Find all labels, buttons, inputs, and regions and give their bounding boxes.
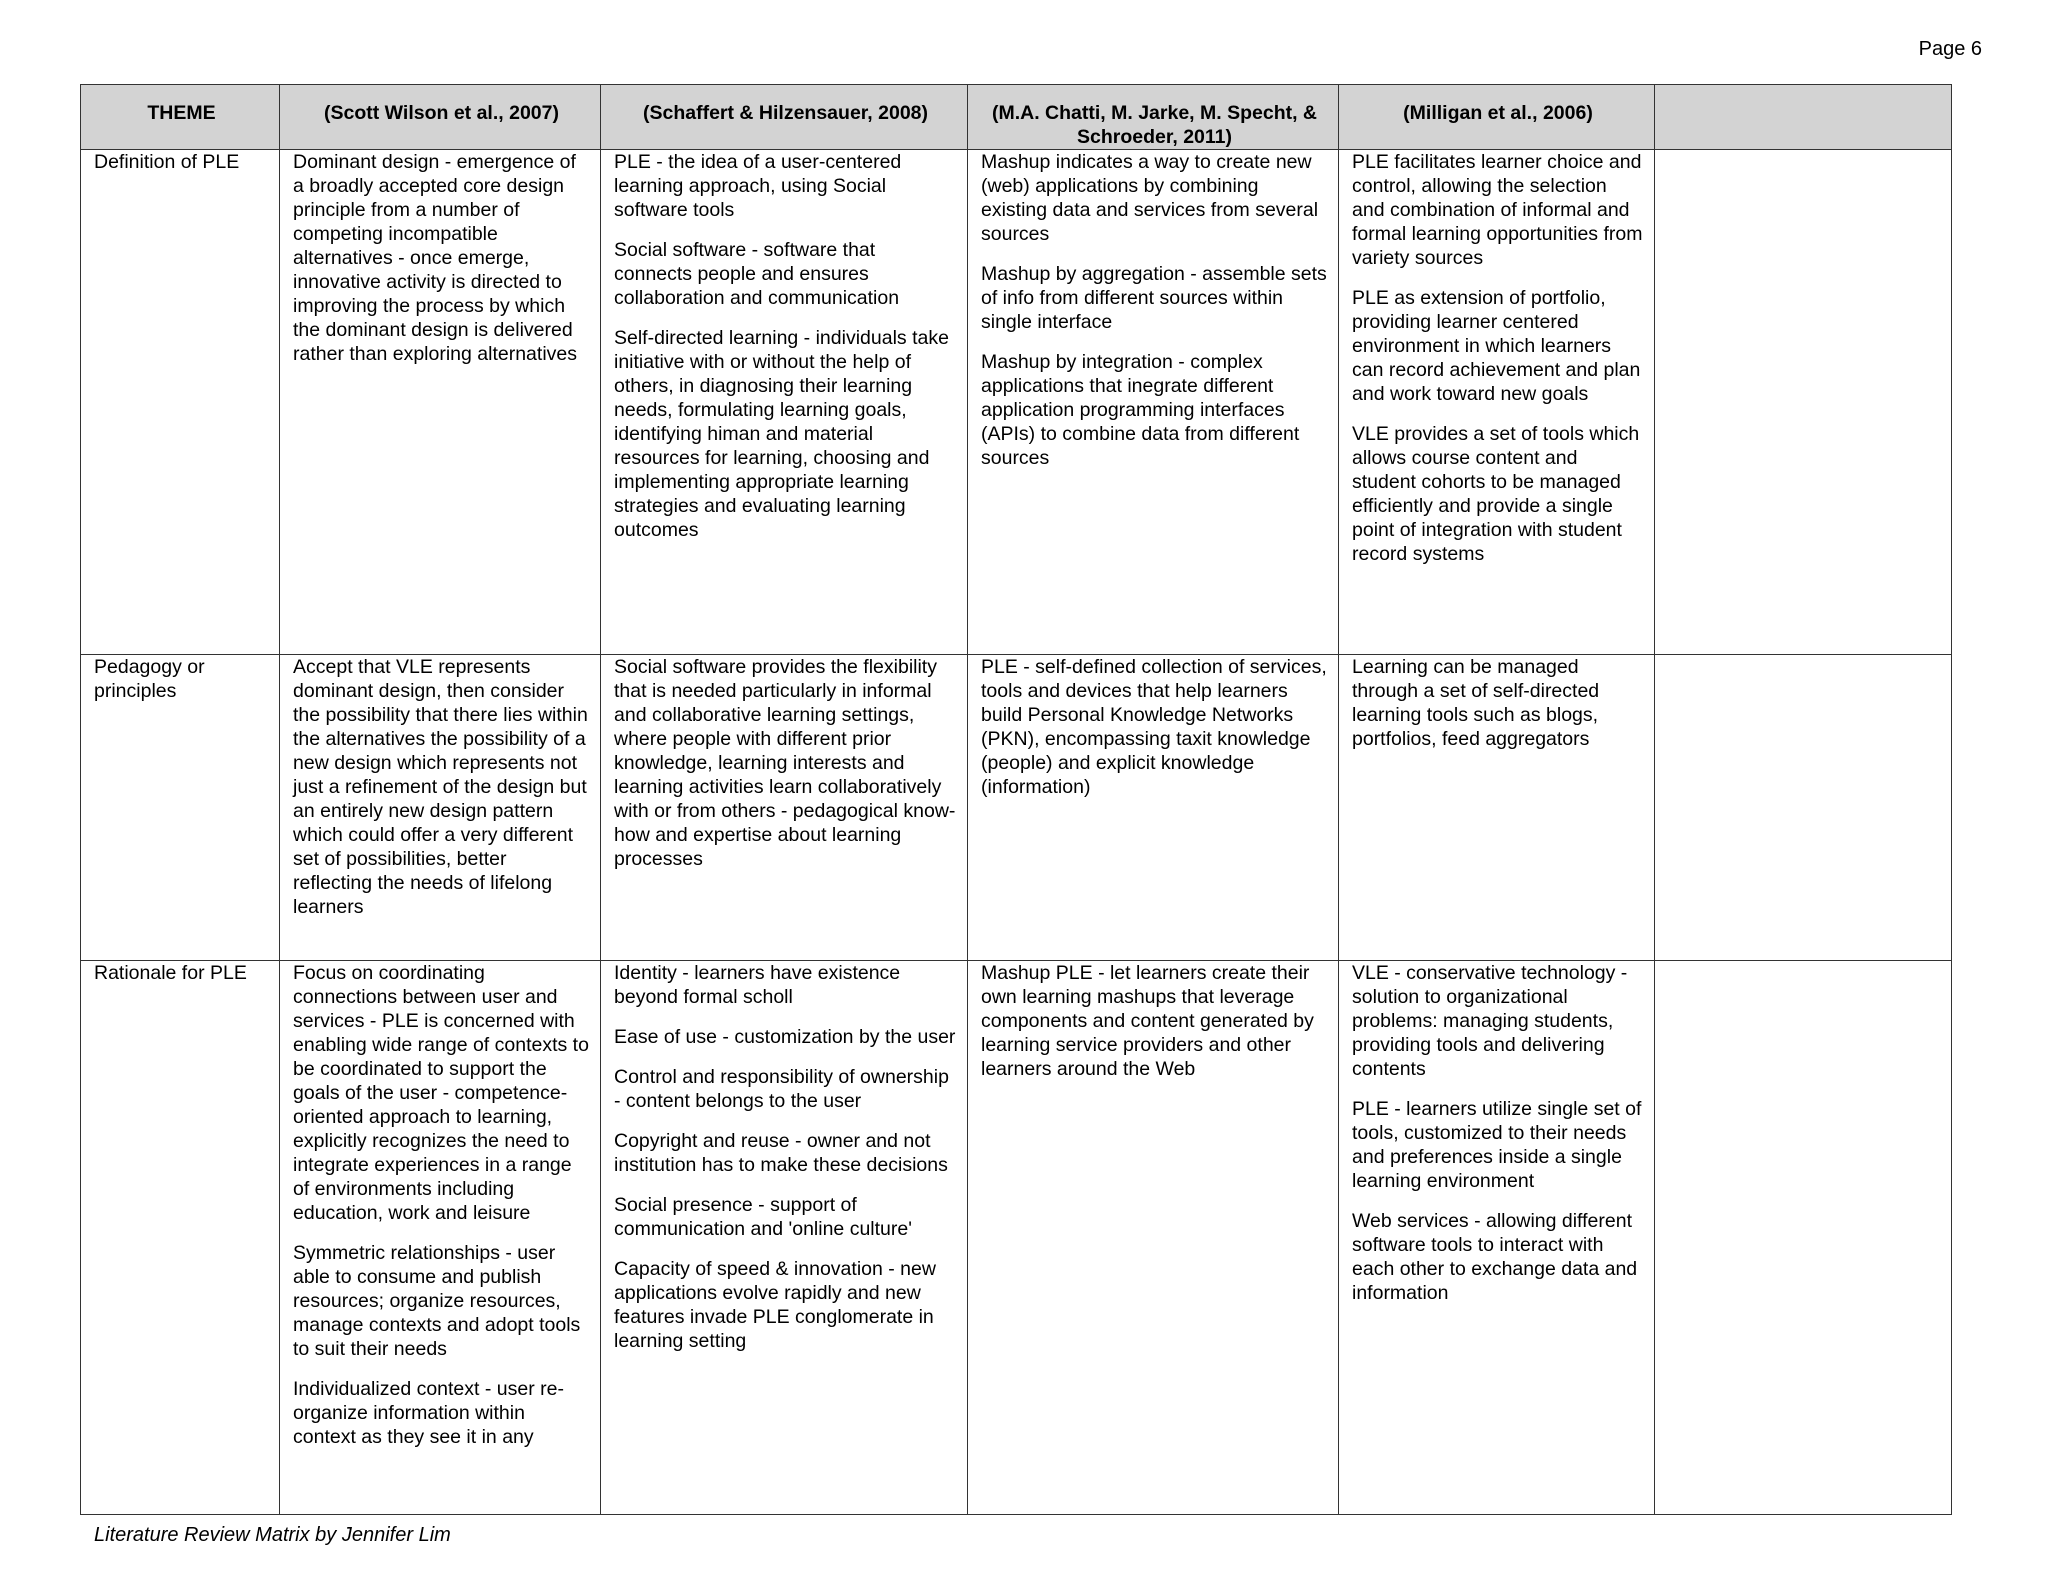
table-row bbox=[81, 961, 1952, 1515]
cell-paragraph: Capacity of speed & innovation - new applications evolve rapidly and new features invade PLE conglomerate in learning setting bbox=[614, 1258, 936, 1352]
cell-chatti bbox=[968, 655, 1339, 961]
cell-paragraph: VLE provides a set of tools which allows course content and student cohorts to be managed efficiently and provide a single point of integration with student record systems bbox=[1352, 423, 1640, 565]
cell-paragraph: Control and responsibility of ownership - content belongs to the user bbox=[614, 1066, 949, 1112]
cell-milligan bbox=[1339, 655, 1655, 961]
cell-paragraph: PLE - learners utilize single set of tools, customized to their needs and preferences inside a single learning environment bbox=[1352, 1098, 1642, 1192]
cell-paragraph: Mashup by aggregation - assemble sets of info from different sources within single interface bbox=[981, 263, 1327, 333]
cell-paragraph: Symmetric relationships - user able to consume and publish resources; organize resources, manage contexts and adopt tools to suit their needs bbox=[293, 1242, 581, 1360]
cell-schaffert bbox=[601, 961, 968, 1515]
cell-paragraph: PLE - self-defined collection of services, tools and devices that help learners build Personal Knowledge Networks (PKN), encompassing taxit knowledge (people) and explicit knowledge (information) bbox=[981, 656, 1327, 798]
cell-schaffert bbox=[601, 150, 968, 655]
literature-review-matrix bbox=[80, 84, 1952, 1515]
cell-paragraph: Individualized context - user re-organize information within context as they see it in any bbox=[293, 1378, 564, 1448]
cell-paragraph: Identity - learners have existence beyond formal scholl bbox=[614, 962, 901, 1008]
theme-label: Definition of PLE bbox=[94, 151, 240, 173]
table-row bbox=[81, 655, 1952, 961]
header-schaffert: (Schaffert & Hilzensauer, 2008) bbox=[601, 85, 968, 150]
cell-milligan bbox=[1339, 961, 1655, 1515]
theme-label: Pedagogy or principles bbox=[94, 656, 205, 702]
cell-scott-wilson bbox=[280, 961, 601, 1515]
cell-paragraph: VLE - conservative technology - solution to organizational problems: managing students, providing tools and delivering contents bbox=[1352, 962, 1628, 1080]
cell-paragraph: Self-directed learning - individuals take initiative with or without the help of others, in diagnosing their learning needs, formulating learning goals, identifying himan and material resources for learning, choosing and implementing appropriate learning strategies and evaluating learning outcomes bbox=[614, 327, 949, 541]
cell-empty bbox=[1655, 961, 1952, 1515]
cell-paragraph: Ease of use - customization by the user bbox=[614, 1026, 956, 1048]
header-milligan: (Milligan et al., 2006) bbox=[1339, 85, 1655, 150]
cell-empty bbox=[1655, 655, 1952, 961]
cell-scott-wilson bbox=[280, 150, 601, 655]
cell-paragraph: PLE facilitates learner choice and control, allowing the selection and combination of informal and formal learning opportunities from variety sources bbox=[1352, 151, 1643, 269]
theme-cell bbox=[81, 655, 280, 961]
cell-empty bbox=[1655, 150, 1952, 655]
theme-label: Rationale for PLE bbox=[94, 962, 247, 984]
cell-paragraph: Accept that VLE represents dominant design, then consider the possibility that there lies within the alternatives the possibility of a new design which represents not just a refinement of the design but an entirely new design pattern which could offer a very different set of possibilities, better reflecting the needs of lifelong learners bbox=[293, 656, 588, 918]
cell-paragraph: Mashup indicates a way to create new (web) applications by combining existing data and services from several sources bbox=[981, 151, 1319, 245]
cell-schaffert bbox=[601, 655, 968, 961]
cell-chatti bbox=[968, 961, 1339, 1515]
cell-paragraph: PLE - the idea of a user-centered learning approach, using Social software tools bbox=[614, 151, 902, 221]
cell-paragraph: Copyright and reuse - owner and not institution has to make these decisions bbox=[614, 1130, 948, 1176]
header-empty bbox=[1655, 85, 1952, 150]
header-theme: THEME bbox=[81, 85, 280, 150]
theme-cell bbox=[81, 150, 280, 655]
cell-paragraph: Mashup by integration - complex applications that inegrate different application programming interfaces (APIs) to combine data from different sources bbox=[981, 351, 1300, 469]
header-scott-wilson: (Scott Wilson et al., 2007) bbox=[280, 85, 601, 150]
table-row bbox=[81, 150, 1952, 655]
footer-caption: Literature Review Matrix by Jennifer Lim bbox=[94, 1524, 451, 1546]
cell-chatti bbox=[968, 150, 1339, 655]
cell-paragraph: Social software - software that connects people and ensures collaboration and communication bbox=[614, 239, 900, 309]
cell-milligan bbox=[1339, 150, 1655, 655]
cell-paragraph: Web services - allowing different software tools to interact with each other to exchange data and information bbox=[1352, 1210, 1638, 1304]
header-row bbox=[81, 85, 1952, 150]
header-chatti: (M.A. Chatti, M. Jarke, M. Specht, & Schroeder, 2011) bbox=[968, 85, 1339, 150]
cell-paragraph: Social software provides the flexibility that is needed particularly in informal and collaborative learning settings, where people with different prior knowledge, learning interests and learning activities learn collaboratively with or from others - pedagogical know-how and expertise about learning processes bbox=[614, 656, 956, 870]
cell-paragraph: Learning can be managed through a set of self-directed learning tools such as blogs, portfolios, feed aggregators bbox=[1352, 656, 1600, 750]
cell-paragraph: Social presence - support of communication and 'online culture' bbox=[614, 1194, 912, 1240]
cell-scott-wilson bbox=[280, 655, 601, 961]
cell-paragraph: Focus on coordinating connections between user and services - PLE is concerned with enabling wide range of contexts to be coordinated to support the goals of the user - competence-oriented approach to learning, explicitly recognizes the need to integrate experiences in a range of environments including education, work and leisure bbox=[293, 962, 589, 1224]
theme-cell bbox=[81, 961, 280, 1515]
cell-paragraph: PLE as extension of portfolio, providing learner centered environment in which learners can record achievement and plan and work toward new goals bbox=[1352, 287, 1641, 405]
page-number: Page 6 bbox=[1918, 38, 1982, 60]
cell-paragraph: Dominant design - emergence of a broadly accepted core design principle from a number of competing incompatible alternatives - once emerge, innovative activity is directed to improving the process by which the dominant design is delivered rather than exploring alternatives bbox=[293, 151, 577, 365]
cell-paragraph: Mashup PLE - let learners create their own learning mashups that leverage components and content generated by learning service providers and other learners around the Web bbox=[981, 962, 1314, 1080]
